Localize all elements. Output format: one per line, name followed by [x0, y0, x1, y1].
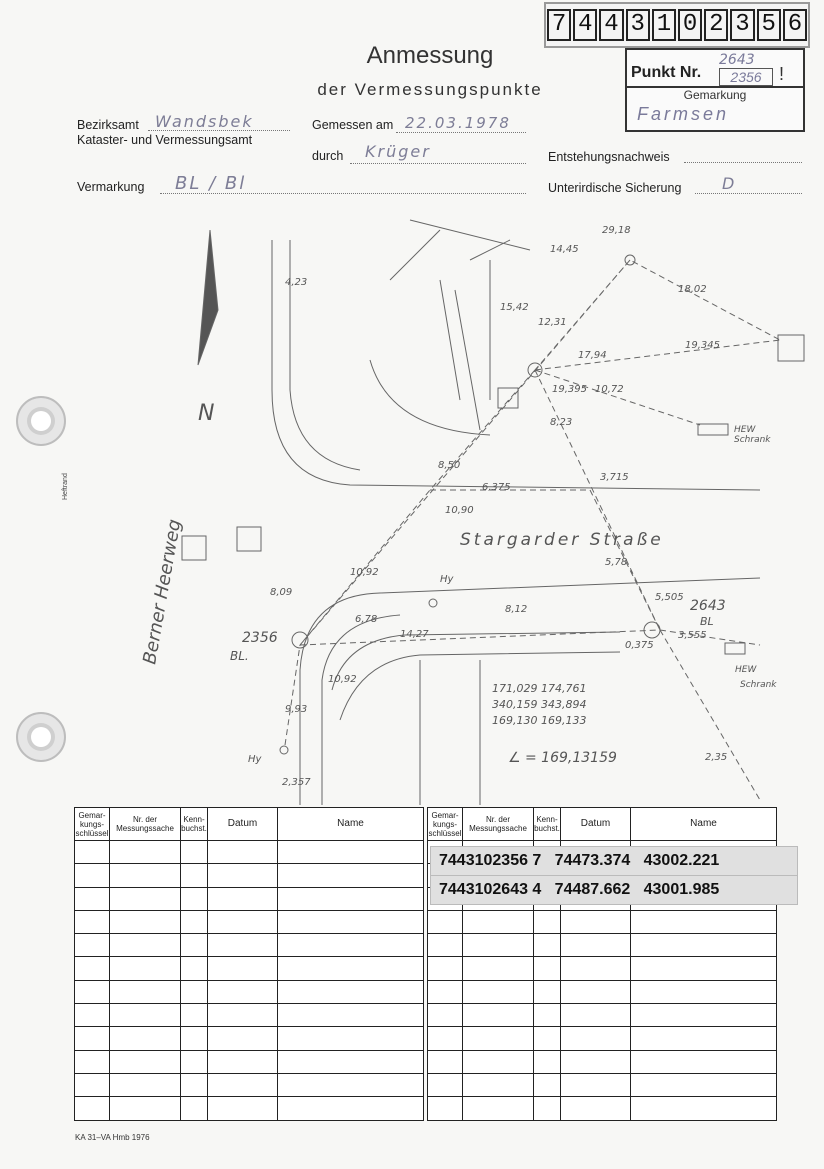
measurement-value: 10,72 [595, 384, 624, 395]
id-digit: 3 [730, 9, 754, 41]
point-mark-bl: BL. [230, 649, 249, 663]
bezirksamt-value: Wandsbek [155, 112, 254, 131]
form-title: Anmessung [366, 42, 494, 69]
bezirksamt-label: Bezirksamt [77, 118, 139, 132]
measurement-value: 29,18 [602, 225, 631, 236]
sicherung-line [695, 193, 802, 194]
measurement-value: 10,92 [350, 567, 379, 578]
path-outline [420, 660, 480, 805]
survey-sketch [60, 200, 810, 805]
hydrant-label: Hy [248, 754, 262, 765]
measurement-value: 2,357 [282, 777, 311, 788]
id-digit: 6 [783, 9, 807, 41]
form-subtitle: der Vermessungspunkte [317, 80, 543, 99]
cabinet-icon [698, 424, 728, 435]
col-header: Nr. der Messungssache [110, 808, 181, 841]
table-row [428, 980, 777, 1003]
measurement-value: 3,715 [600, 472, 629, 483]
table-row [428, 1050, 777, 1073]
punkt-mark: ! [779, 64, 785, 84]
vermarkung-value: BL / Bl [175, 173, 247, 194]
hydrant-icon [429, 599, 437, 607]
id-digit: 2 [704, 9, 728, 41]
gemessen-value: 22.03.1978 [405, 114, 511, 132]
measurement-value: 3,555 [678, 630, 707, 641]
measurement-value: 2,35 [705, 752, 728, 763]
table-row [75, 934, 424, 957]
street-edge [290, 240, 360, 470]
building-outline [390, 220, 530, 430]
measurement-value: 19,345 [685, 340, 720, 351]
hydrant-icon [280, 746, 288, 754]
table-row [75, 1097, 424, 1120]
punkt-number-top: 2643 [719, 52, 755, 68]
cabinet-label: HEW [735, 665, 757, 675]
measurement-value: 8,09 [270, 587, 293, 598]
heftrand-label: Heftrand [62, 473, 69, 500]
curb-line [370, 360, 490, 435]
table-row [75, 957, 424, 980]
col-header: Nr. der Messungssache [463, 808, 534, 841]
coordinate-label-strip: 7443102356 7 74473.374 43002.221 [430, 846, 798, 876]
cabinet-label: Schrank [734, 435, 771, 445]
boundary-stone-icon [778, 335, 804, 361]
table-row [75, 980, 424, 1003]
point-mark-bl: BL [700, 615, 714, 628]
id-digit: 4 [573, 9, 597, 41]
measurement-value: 8,23 [550, 417, 573, 428]
sicherung-label: Unterirdische Sicherung [548, 181, 682, 195]
id-digit: 5 [757, 9, 781, 41]
form-code: KA 31–VA Hmb 1976 [75, 1133, 150, 1142]
id-digit: 7 [547, 9, 571, 41]
durch-signature: Krüger [365, 142, 431, 161]
punkt-number: 2356 [719, 68, 773, 86]
measurement-value: 14,45 [550, 244, 579, 255]
entstehung-line [684, 162, 802, 163]
boundary-stone-icon [237, 527, 261, 551]
measurement-value: 4,23 [285, 277, 308, 288]
cabinet-icon [725, 643, 745, 654]
id-digit: 4 [599, 9, 623, 41]
gemessen-line [396, 132, 526, 133]
measurement-value: 12,31 [538, 317, 567, 328]
measurement-value: 6,375 [482, 482, 511, 493]
col-header: Kenn-buchst. [534, 808, 561, 841]
gemarkung-label: Gemarkung [683, 88, 747, 102]
table-row [428, 1073, 777, 1096]
coordinate-line: 340,159 343,894 [492, 698, 587, 711]
punch-hole [16, 396, 66, 446]
measurement-value: 6,78 [355, 614, 378, 625]
angle-value: ∠ = 169,13159 [508, 750, 617, 766]
street-berner-heerweg: Berner Heerweg [139, 517, 186, 666]
measurement-value: 9,93 [285, 704, 308, 715]
sicherung-value: D [722, 174, 737, 193]
table-row [428, 1097, 777, 1120]
gemessen-label: Gemessen am [312, 118, 394, 132]
bezirksamt-line [148, 130, 290, 131]
north-arrow-icon [198, 230, 218, 365]
measurement-value: 10,92 [328, 674, 357, 685]
street-edge [272, 240, 760, 490]
boundary-stone-icon [182, 536, 206, 560]
table-row [75, 1004, 424, 1027]
table-row [75, 864, 424, 887]
measurement-value: 5,505 [655, 592, 684, 603]
vermarkung-label: Vermarkung [77, 180, 145, 194]
coordinate-line: 171,029 174,761 [492, 682, 587, 695]
table-row [75, 1027, 424, 1050]
hydrant-label: Hy [440, 574, 454, 585]
point-label-2356: 2356 [242, 630, 278, 646]
col-header: Name [631, 808, 777, 841]
cabinet-label: HEW [734, 425, 756, 435]
col-header: Gemar-kungs-schlüssel [428, 808, 463, 841]
durch-label: durch [312, 149, 344, 163]
col-header: Kenn-buchst. [181, 808, 208, 841]
table-row [75, 887, 424, 910]
measurement-value: 15,42 [500, 302, 529, 313]
cabinet-label: Schrank [740, 680, 777, 690]
measurement-value: 19,395 [552, 384, 587, 395]
entstehung-label: Entstehungsnachweis [548, 150, 670, 164]
coordinate-label-strip: 7443102643 4 74487.662 43001.985 [430, 875, 798, 905]
durch-line [350, 163, 526, 164]
col-header: Gemar-kungs-schlüssel [75, 808, 110, 841]
measurement-value: 18,02 [678, 284, 707, 295]
coordinate-line: 169,130 169,133 [492, 714, 587, 727]
measurement-value: 5,78 [605, 557, 628, 568]
measurement-value: 17,94 [578, 350, 607, 361]
table-row [428, 1004, 777, 1027]
id-digit: 1 [652, 9, 676, 41]
table-row [428, 1027, 777, 1050]
table-row [75, 841, 424, 864]
measurement-value: 14,27 [400, 629, 429, 640]
table-row [428, 934, 777, 957]
table-row [428, 910, 777, 933]
id-digit: 3 [626, 9, 650, 41]
measurement-value: 0,375 [625, 640, 654, 651]
col-header: Datum [561, 808, 631, 841]
punkt-box [625, 48, 805, 132]
kataster-label: Kataster- und Vermessungsamt [77, 133, 253, 147]
gemarkung-value: Farmsen [637, 104, 730, 124]
point-label-2643: 2643 [690, 598, 726, 614]
table-row [75, 1073, 424, 1096]
boundary-stone-icon [498, 388, 518, 408]
measurement-value: 8,50 [438, 460, 461, 471]
vermarkung-line [160, 193, 526, 194]
table-row [428, 957, 777, 980]
north-label: N [198, 401, 215, 426]
table-row [75, 910, 424, 933]
record-table-left [74, 807, 424, 1121]
measurement-value: 10,90 [445, 505, 474, 516]
id-digit: 0 [678, 9, 702, 41]
col-header: Datum [208, 808, 278, 841]
table-row [75, 1050, 424, 1073]
street-stargarder: Stargarder Straße [460, 530, 664, 550]
punkt-label: Punkt Nr. [631, 64, 702, 81]
measurement-value: 8,12 [505, 604, 528, 615]
col-header: Name [278, 808, 424, 841]
punch-hole [16, 712, 66, 762]
